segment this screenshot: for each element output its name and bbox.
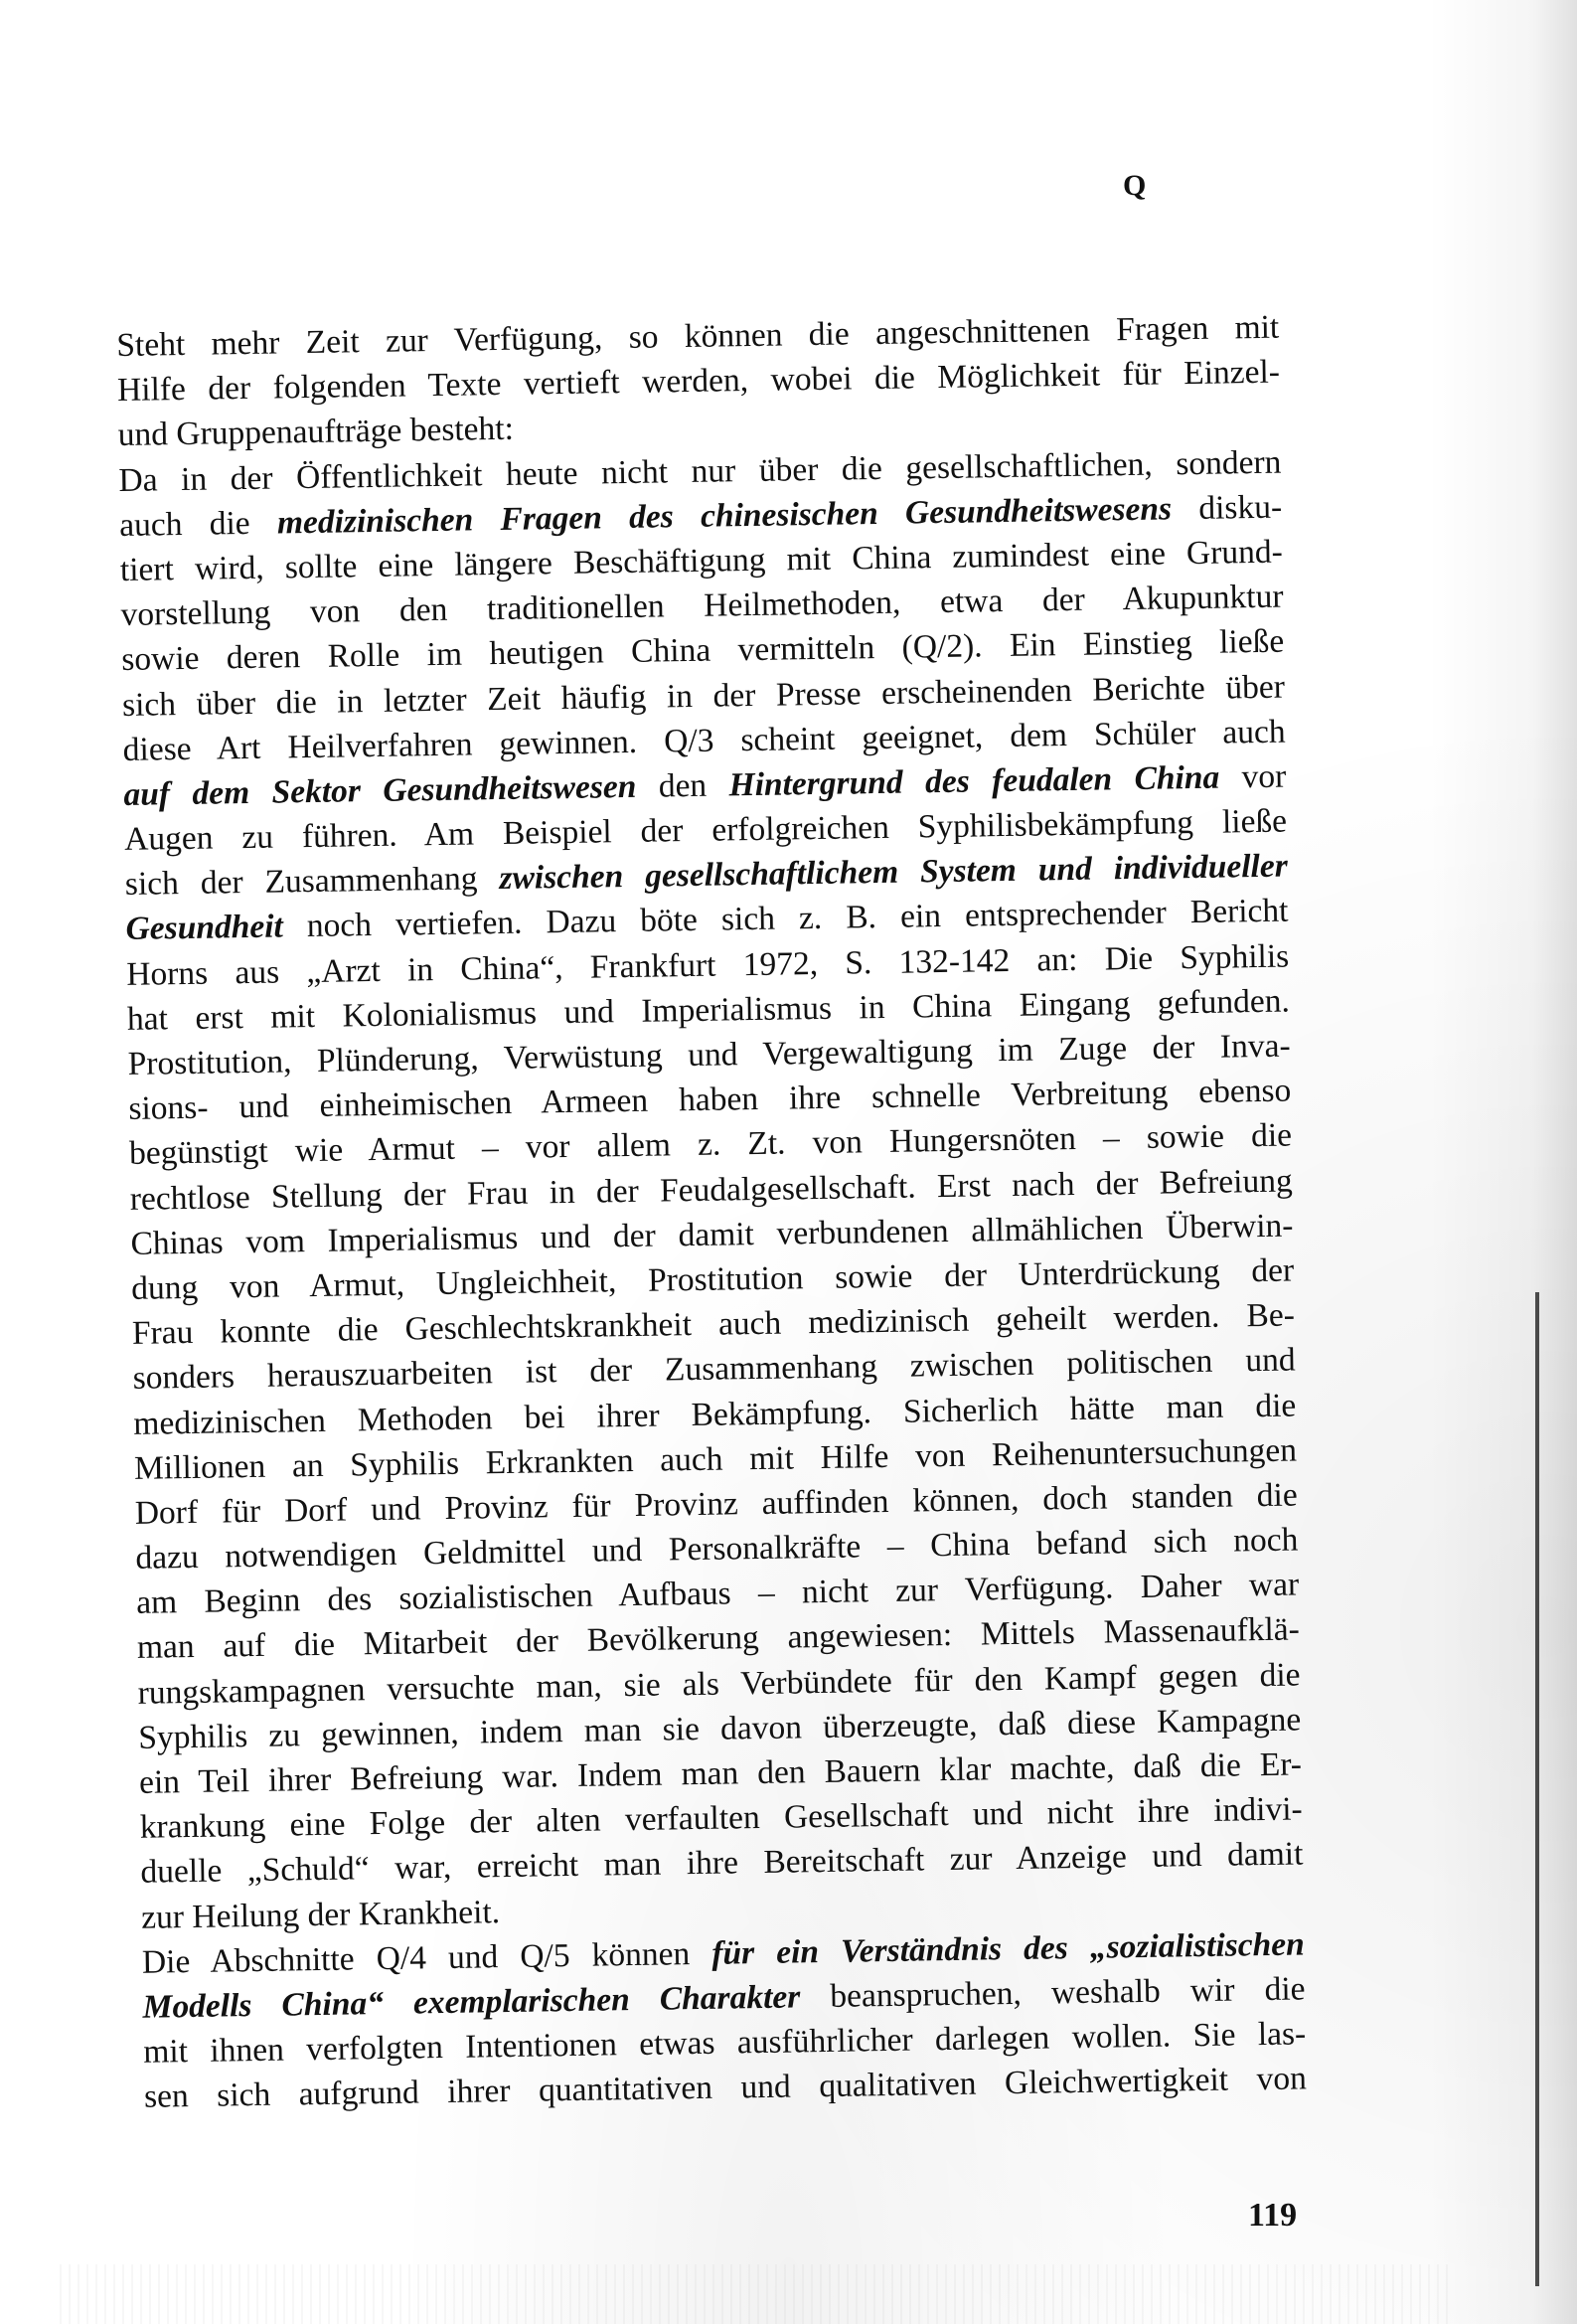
text-run: krankung eine Folge der alten verfaulten Gesellschaft und nicht ihre indivi-	[139, 1790, 1303, 1846]
text-run: Syphilis zu gewinnen, indem man sie davon überzeugte, daß diese Kampagne	[138, 1701, 1302, 1756]
text-run: vorstellung von den traditionellen Heilmethoden, etwa der Akupunktur	[120, 578, 1284, 634]
text-run: hat erst mit Kolonialismus und Imperialismus in China Eingang gefunden.	[126, 982, 1291, 1038]
text-run: Frau konnte die Geschlechtskrankheit auch medizinisch geheilt werden. Be-	[131, 1296, 1296, 1352]
text-run: ein Teil ihrer Befreiung war. Indem man den Bauern klar machte, daß die Er-	[138, 1745, 1303, 1801]
scan-noise-bottom	[60, 2264, 1451, 2324]
emphasized-text: für ein Verständnis des „sozialistischen	[711, 1925, 1306, 1972]
scan-shadow-right	[1428, 0, 1577, 2324]
text-run: diese Art Heilverfahren gewinnen. Q/3 scheint geeignet, dem Schüler auch	[122, 713, 1286, 768]
text-run: sich der Zusammenhang	[124, 860, 500, 904]
text-run: rungskampagnen versuchte man, sie als Verbündete für den Kampf gegen die	[137, 1656, 1301, 1712]
section-mark: Q	[1123, 169, 1147, 202]
text-run: am Beginn des sozialistischen Aufbaus – nicht zur Verfügung. Daher war	[135, 1566, 1300, 1622]
text-run: sen sich aufgrund ihrer quantitativen und qualitativen Gleichwertigkeit von	[143, 2060, 1308, 2116]
text-run: Dorf für Dorf und Provinz für Provinz auffinden können, doch standen die	[134, 1476, 1298, 1532]
text-run: sich über die in letzter Zeit häufig in der Presse erscheinenden Berichte über	[121, 668, 1286, 724]
text-run: Horns aus „Arzt in China“, Frankfurt 1972, S. 132-142 an: Die Syphilis	[125, 937, 1290, 993]
text-run: Millionen an Syphilis Erkrankten auch mit Hilfe von Reihenuntersuchungen	[133, 1431, 1298, 1487]
scan-edge-line	[1535, 1292, 1539, 2286]
text-run: sowie deren Rolle im heutigen China vermitteln (Q/2). Ein Einstieg ließe	[121, 622, 1285, 679]
text-run: disku-	[1171, 488, 1283, 528]
emphasized-text: auf dem Sektor Gesundheitswesen	[123, 767, 637, 813]
text-run: medizinischen Methoden bei ihrer Bekämpfung. Sicherlich hätte man die	[133, 1386, 1297, 1442]
text-run: sions- und einheimischen Armeen haben ihre schnelle Verbreitung ebenso	[128, 1072, 1292, 1128]
text-run: dazu notwendigen Geldmittel und Personalkräfte – China befand sich noch	[135, 1521, 1299, 1577]
emphasized-text: zwischen gesellschaftlichem System und individueller	[499, 847, 1289, 898]
body-text	[116, 305, 1307, 2120]
text-run: sonders herauszuarbeiten ist der Zusammenhang zwischen politischen und	[132, 1341, 1296, 1398]
text-run: Prostitution, Plünderung, Verwüstung und Vergewaltigung im Zuge der Inva-	[127, 1027, 1291, 1082]
text-run: Die Abschnitte Q/4 und Q/5 können	[141, 1934, 712, 1981]
text-run: und Gruppenaufträge besteht:	[117, 411, 515, 454]
emphasized-text: medizinischen Fragen des chinesischen Gesundheitswesens	[276, 490, 1173, 542]
text-run: begünstigt wie Armut – vor allem z. Zt. von Hungersnöten – sowie die	[128, 1116, 1293, 1173]
emphasized-text: Hintergrund des feudalen China	[728, 758, 1220, 804]
text-run: Chinas vom Imperialismus und der damit verbundenen allmählichen Überwin-	[130, 1207, 1294, 1262]
text-run: Hilfe der folgenden Texte vertieft werden, wobei die Möglichkeit für Einzel-	[116, 353, 1281, 410]
text-run: tiert wird, sollte eine längere Beschäftigung mit China zumindest eine Grund-	[119, 533, 1284, 588]
page-number: 119	[1248, 2197, 1298, 2234]
text-run: Da in der Öffentlichkeit heute nicht nur über die gesellschaftlichen, sondern	[118, 443, 1282, 499]
emphasized-text: Gesundheit	[125, 908, 284, 948]
text-run: man auf die Mitarbeit der Bevölkerung angewiesen: Mittels Massenaufklä-	[136, 1610, 1301, 1667]
text-run: den	[636, 766, 729, 805]
text-run: mit ihnen verfolgten Intentionen etwas ausführlicher darlegen wollen. Sie las-	[143, 2015, 1307, 2071]
text-run: vor	[1218, 757, 1287, 796]
text-run: beanspruchen, weshalb wir die	[799, 1970, 1306, 2016]
text-run: Augen zu führen. Am Beispiel der erfolgreichen Syphilisbekämpfung ließe	[123, 802, 1288, 858]
text-run: dung von Armut, Ungleichheit, Prostitution sowie der Unterdrückung der	[130, 1251, 1295, 1307]
text-run: Steht mehr Zeit zur Verfügung, so können die angeschnittenen Fragen mit	[116, 308, 1280, 364]
text-run: duelle „Schuld“ war, erreicht man ihre Bereitschaft zur Anzeige und damit	[140, 1835, 1304, 1892]
text-run: auch die	[118, 504, 278, 544]
text-run: zur Heilung der Krankheit.	[140, 1893, 501, 1936]
emphasized-text: Modells China“ exemplarischen Charakter	[142, 1978, 801, 2026]
text-run: rechtlose Stellung der Frau in der Feudalgesellschaft. Erst nach der Befreiung	[129, 1162, 1293, 1218]
text-run: noch vertiefen. Dazu böte sich z. B. ein entsprechender Bericht	[282, 892, 1289, 945]
